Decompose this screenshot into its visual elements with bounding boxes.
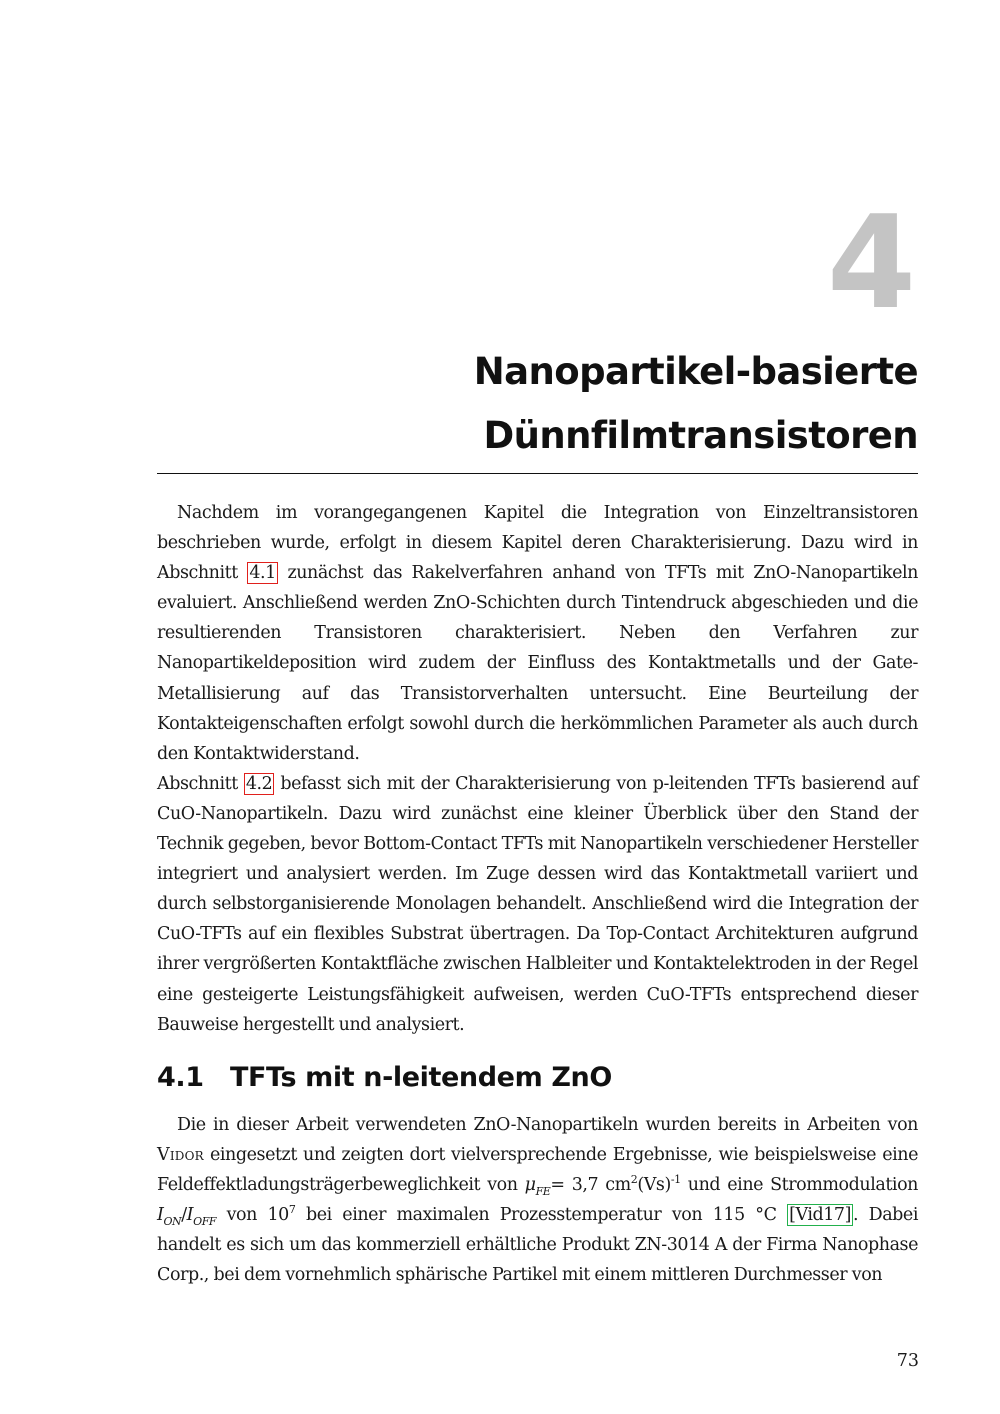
section-text-4: von 10 xyxy=(226,1205,289,1226)
intro-p1-text-b: zunächst das Rakelverfahren anhand von TFTs mit ZnO-Nanopartikeln evaluiert. Anschließend werden ZnO-Schichten durch Tintendruck abgeschieden und die resultierenden Transistoren charakterisiert. Neben den Verfahren zur Nanopartikeldeposition wird zudem der Einfluss des Kontaktmetalls und der Gate-Metallisierung auf das Transistorverhalten untersucht. Eine Beurteilung der Kontakteigenschaften erfolgt sowohl durch die herkömmlichen Parameter als auch durch den Kontaktwiderstand. xyxy=(157,563,918,764)
unit-exponent-2: -1 xyxy=(670,1173,681,1187)
intro-paragraph-2 xyxy=(157,769,918,1040)
mobility-symbol xyxy=(524,1175,551,1198)
mobility-value: = 3,7 cm xyxy=(550,1175,631,1196)
chapter-title-line-2: Dünnfilmtransistoren xyxy=(483,414,918,457)
section-heading xyxy=(157,1058,612,1098)
mu-symbol: μ xyxy=(524,1175,536,1196)
ratio-exponent: 7 xyxy=(288,1203,296,1217)
i-off-subscript: OFF xyxy=(193,1214,217,1228)
intro-p1-text-a: Nachdem im vorangegangenen Kapitel die Integration von Einzeltransistoren beschrieben wurde, erfolgt in diesem Kapitel deren Charakterisierung. Dazu wird in Abschnitt xyxy=(157,503,918,584)
i-off-symbol: I xyxy=(186,1205,194,1226)
section-text-2: eingesetzt und zeigten dort vielversprechende Ergebnisse, wie beispielsweise eine Feldeffektladungsträgerbeweglichkeit von xyxy=(157,1145,918,1196)
unit-vs: (Vs) xyxy=(637,1175,671,1196)
unit-exponent: 2 xyxy=(630,1173,638,1187)
section-ref-4-2-link[interactable]: 4.2 xyxy=(245,773,273,794)
chapter-number: 4 xyxy=(826,189,916,338)
section-body xyxy=(157,1110,918,1291)
ratio-slash: / xyxy=(181,1205,187,1226)
section-title: TFTs mit n-leitendem ZnO xyxy=(230,1062,612,1093)
section-text-3: und eine Strommodulation xyxy=(687,1175,918,1196)
section-ref-4-1-link[interactable]: 4.1 xyxy=(249,563,276,584)
section-text-6: . Dabei handelt es sich um das kommerziell erhältliche Produkt ZN-3014 A der Firma Nanophase Corp., bei dem vornehmlich sphärische Partikel mit einem mittleren Durchmesser von xyxy=(157,1205,918,1286)
page-number: 73 xyxy=(896,1351,919,1371)
chapter-title-line-1: Nanopartikel-basierte xyxy=(473,350,918,393)
chapter-divider xyxy=(157,473,918,474)
chapter-title xyxy=(158,340,918,468)
section-number: 4.1 xyxy=(157,1062,204,1093)
intro-p2-text-b: befasst sich mit der Charakterisierung von p-leitenden TFTs basierend auf CuO-Nanopartikeln. Dazu wird zunächst eine kleiner Überblick über den Stand der Technik gegeben, bevor Bottom-Contact TFTs mit Nanopartikeln verschiedener Hersteller integriert und analysiert werden. Im Zuge dessen wird das Kontaktmetall variiert und durch selbstorganisierende Monolagen behandelt. Anschließend wird die Integration der CuO-TFTs auf ein flexibles Substrat übertragen. Da Top-Contact Architekturen aufgrund ihrer vergrößerten Kontaktfläche zwischen Halbleiter und Kontaktelektroden in der Regel eine gesteigerte Leistungsfähigkeit aufweisen, werden CuO-TFTs entsprechend dieser Bauweise hergestellt und analysiert. xyxy=(157,773,918,1035)
intro-p2-text-a: Abschnitt xyxy=(157,773,238,794)
section-text-1: Die in dieser Arbeit verwendeten ZnO-Nanopartikeln wurden bereits in Arbeiten von xyxy=(177,1115,918,1135)
mu-subscript: FE xyxy=(535,1184,551,1198)
section-text-5: bei einer maximalen Prozesstemperatur von 115 °C xyxy=(305,1205,777,1226)
on-off-ratio xyxy=(157,1205,217,1228)
section-paragraph xyxy=(157,1110,918,1291)
citation-vid17-link[interactable]: [Vid17] xyxy=(789,1205,851,1226)
intro-text xyxy=(157,498,918,1040)
i-on-subscript: ON xyxy=(163,1214,182,1228)
author-name: Vidor xyxy=(157,1145,204,1166)
intro-paragraph-1 xyxy=(157,498,918,769)
i-on-symbol: I xyxy=(157,1205,164,1226)
